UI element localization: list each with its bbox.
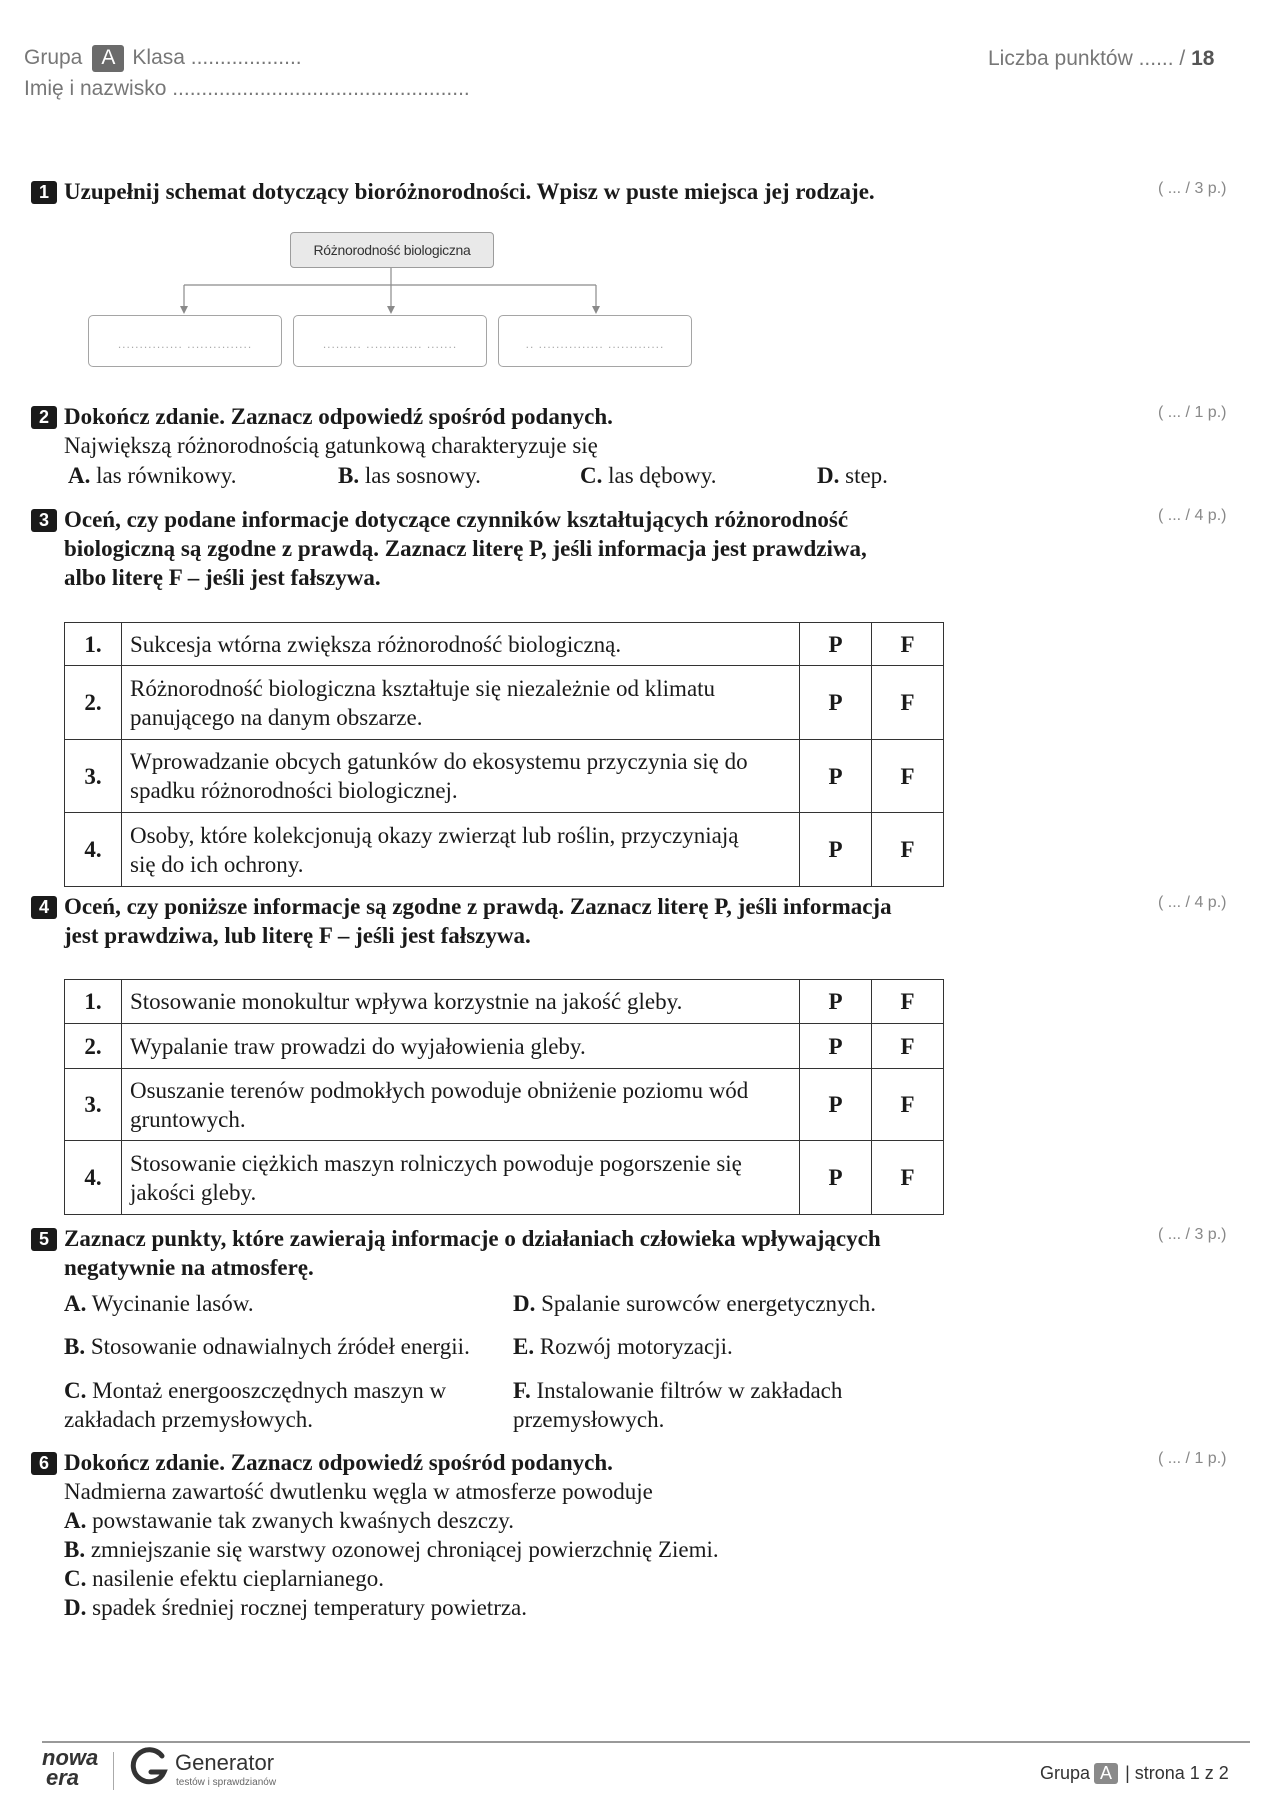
task-number: 5 [31, 1228, 57, 1251]
task-question: Dokończ zdanie. Zaznacz odpowiedź spośród podanych. [64, 404, 613, 429]
task-2-option-b[interactable]: B. las sosnowy. [338, 463, 481, 488]
task-6-points: ( ... / 1 p.) [1158, 1450, 1227, 1467]
true-option[interactable]: P [800, 740, 872, 813]
task-5-option-a[interactable]: A. Wycinanie lasów. [64, 1291, 254, 1316]
generator-title: Generator [175, 1750, 275, 1775]
true-option[interactable]: P [800, 1024, 872, 1069]
statement: Różnorodność biologiczna kształtuje się niezależnie od klimatu panującego na danym obszarze. [122, 666, 800, 740]
false-option[interactable]: F [872, 666, 944, 740]
footer-divider [42, 1741, 1250, 1743]
task-5-option-b[interactable]: B. Stosowanie odnawialnych źródeł energii. [64, 1334, 470, 1359]
task-5-option-f[interactable]: F. Instalowanie filtrów w zakładach przemysłowych. [513, 1378, 843, 1432]
true-option[interactable]: P [800, 623, 872, 666]
task-6-option-a[interactable]: A. powstawanie tak zwanych kwaśnych deszczy. [64, 1508, 515, 1533]
statement: Osuszanie terenów podmokłych powoduje obniżenie poziomu wód gruntowych. [122, 1069, 800, 1141]
task-4-header [31, 892, 961, 950]
task-6-prompt: Nadmierna zawartość dwutlenku węgla w atmosferze powoduje [64, 1479, 653, 1504]
task-question: Dokończ zdanie. Zaznacz odpowiedź spośród podanych. [64, 1450, 613, 1475]
true-option[interactable]: P [800, 1069, 872, 1141]
generator-logo-icon [130, 1746, 170, 1788]
table-row [65, 740, 944, 813]
task-number: 1 [31, 181, 57, 204]
row-number: 1. [65, 623, 122, 666]
task-number: 6 [31, 1452, 57, 1475]
false-option[interactable]: F [872, 1024, 944, 1069]
task-number: 4 [31, 896, 57, 919]
statement: Wypalanie traw prowadzi do wyjałowienia gleby. [122, 1024, 800, 1069]
true-option[interactable]: P [800, 666, 872, 740]
task-2-option-c[interactable]: C. las dębowy. [580, 463, 717, 488]
task-question-line: negatywnie na atmosferę. [64, 1255, 314, 1280]
task-question-line: Zaznacz punkty, które zawierają informacje o działaniach człowieka wpływających [64, 1226, 881, 1251]
class-field: Klasa ................... [132, 46, 302, 69]
task-5-option-d[interactable]: D. Spalanie surowców energetycznych. [513, 1291, 876, 1316]
table-row [65, 1141, 944, 1215]
table-row [65, 813, 944, 887]
statement: Stosowanie ciężkich maszyn rolniczych powoduje pogorszenie się jakości gleby. [122, 1141, 800, 1215]
row-number: 2. [65, 1024, 122, 1069]
scheme-blank-1[interactable]: ............... ............... [88, 315, 282, 367]
task-3-points: ( ... / 4 p.) [1158, 507, 1227, 524]
scheme-root-box: Różnorodność biologiczna [290, 232, 494, 268]
task-5-option-c[interactable]: C. Montaż energooszczędnych maszyn w zakładach przemysłowych. [64, 1378, 447, 1432]
false-option[interactable]: F [872, 813, 944, 887]
task-question: Uzupełnij schemat dotyczący bioróżnorodności. Wpisz w puste miejsca jej rodzaje. [64, 179, 875, 204]
row-number: 3. [65, 740, 122, 813]
task-question-line: albo literę F – jeśli jest fałszywa. [64, 565, 381, 590]
statement: Wprowadzanie obcych gatunków do ekosystemu przyczynia się do spadku różnorodności biologicznej. [122, 740, 800, 813]
task-6-option-c[interactable]: C. nasilenie efektu cieplarnianego. [64, 1566, 384, 1591]
logo-separator [113, 1752, 114, 1790]
task-2-points: ( ... / 1 p.) [1158, 404, 1227, 421]
row-number: 2. [65, 666, 122, 740]
task-5-header [31, 1224, 961, 1282]
false-option[interactable]: F [872, 980, 944, 1024]
task-6-option-b[interactable]: B. zmniejszanie się warstwy ozonowej chroniącej powierzchnię Ziemi. [64, 1537, 719, 1562]
statement: Stosowanie monokultur wpływa korzystnie na jakość gleby. [122, 980, 800, 1024]
table-row [65, 980, 944, 1024]
statement: Osoby, które kolekcjonują okazy zwierząt lub roślin, przyczyniają się do ich ochrony. [122, 813, 800, 887]
statement: Sukcesja wtórna zwiększa różnorodność biologiczną. [122, 623, 800, 666]
points-label: Liczba punktów ...... / [988, 47, 1186, 70]
page-number: | strona 1 z 2 [1125, 1763, 1229, 1783]
true-option[interactable]: P [800, 980, 872, 1024]
task-question-line: Oceń, czy poniższe informacje są zgodne z prawdą. Zaznacz literę P, jeśli informacja [64, 894, 892, 919]
table-row [65, 1069, 944, 1141]
scheme-blank-2[interactable]: ......... ............. ....... [293, 315, 487, 367]
generator-subtitle: testów i sprawdzianów [176, 1777, 277, 1788]
task-3-header [31, 505, 961, 592]
false-option[interactable]: F [872, 1141, 944, 1215]
task-6-option-d[interactable]: D. spadek średniej rocznej temperatury powietrza. [64, 1595, 528, 1620]
task-6-header [31, 1448, 961, 1477]
task-4-table [64, 979, 944, 1215]
name-field: Imię i nazwisko ................................................... [24, 77, 470, 100]
task-1-points: ( ... / 3 p.) [1158, 180, 1227, 197]
points-total: 18 [1191, 47, 1215, 70]
row-number: 4. [65, 813, 122, 887]
task-number: 2 [31, 406, 57, 429]
row-number: 1. [65, 980, 122, 1024]
task-4-points: ( ... / 4 p.) [1158, 894, 1227, 911]
task-question-line: biologiczną są zgodne z prawdą. Zaznacz literę P, jeśli informacja jest prawdziwa, [64, 536, 867, 561]
false-option[interactable]: F [872, 740, 944, 813]
task-5-points: ( ... / 3 p.) [1158, 1226, 1227, 1243]
scheme-blank-3[interactable]: .. ............... ............. [498, 315, 692, 367]
table-row [65, 666, 944, 740]
false-option[interactable]: F [872, 623, 944, 666]
true-option[interactable]: P [800, 1141, 872, 1215]
page-info: Grupa A | strona 1 z 2 [1040, 1763, 1229, 1783]
task-question-line: Oceń, czy podane informacje dotyczące czynników kształtujących różnorodność [64, 507, 849, 532]
task-2-header [31, 402, 961, 431]
group-badge: A [92, 45, 124, 72]
table-row [65, 1024, 944, 1069]
task-5-option-e[interactable]: E. Rozwój motoryzacji. [513, 1334, 733, 1359]
row-number: 3. [65, 1069, 122, 1141]
footer-group-badge: A [1094, 1763, 1118, 1784]
table-row [65, 623, 944, 666]
group-label: Grupa [24, 46, 83, 69]
row-number: 4. [65, 1141, 122, 1215]
false-option[interactable]: F [872, 1069, 944, 1141]
task-2-option-a[interactable]: A. las równikowy. [68, 463, 237, 488]
task-2-option-d[interactable]: D. step. [817, 463, 888, 488]
nowa-era-logo: nowa era [42, 1745, 99, 1790]
task-2-prompt: Największą różnorodnością gatunkową charakteryzuje się [64, 433, 598, 458]
true-option[interactable]: P [800, 813, 872, 887]
task-number: 3 [31, 509, 57, 532]
task-3-table [64, 622, 944, 887]
task-question-line: jest prawdziwa, lub literę F – jeśli jest fałszywa. [64, 923, 531, 948]
